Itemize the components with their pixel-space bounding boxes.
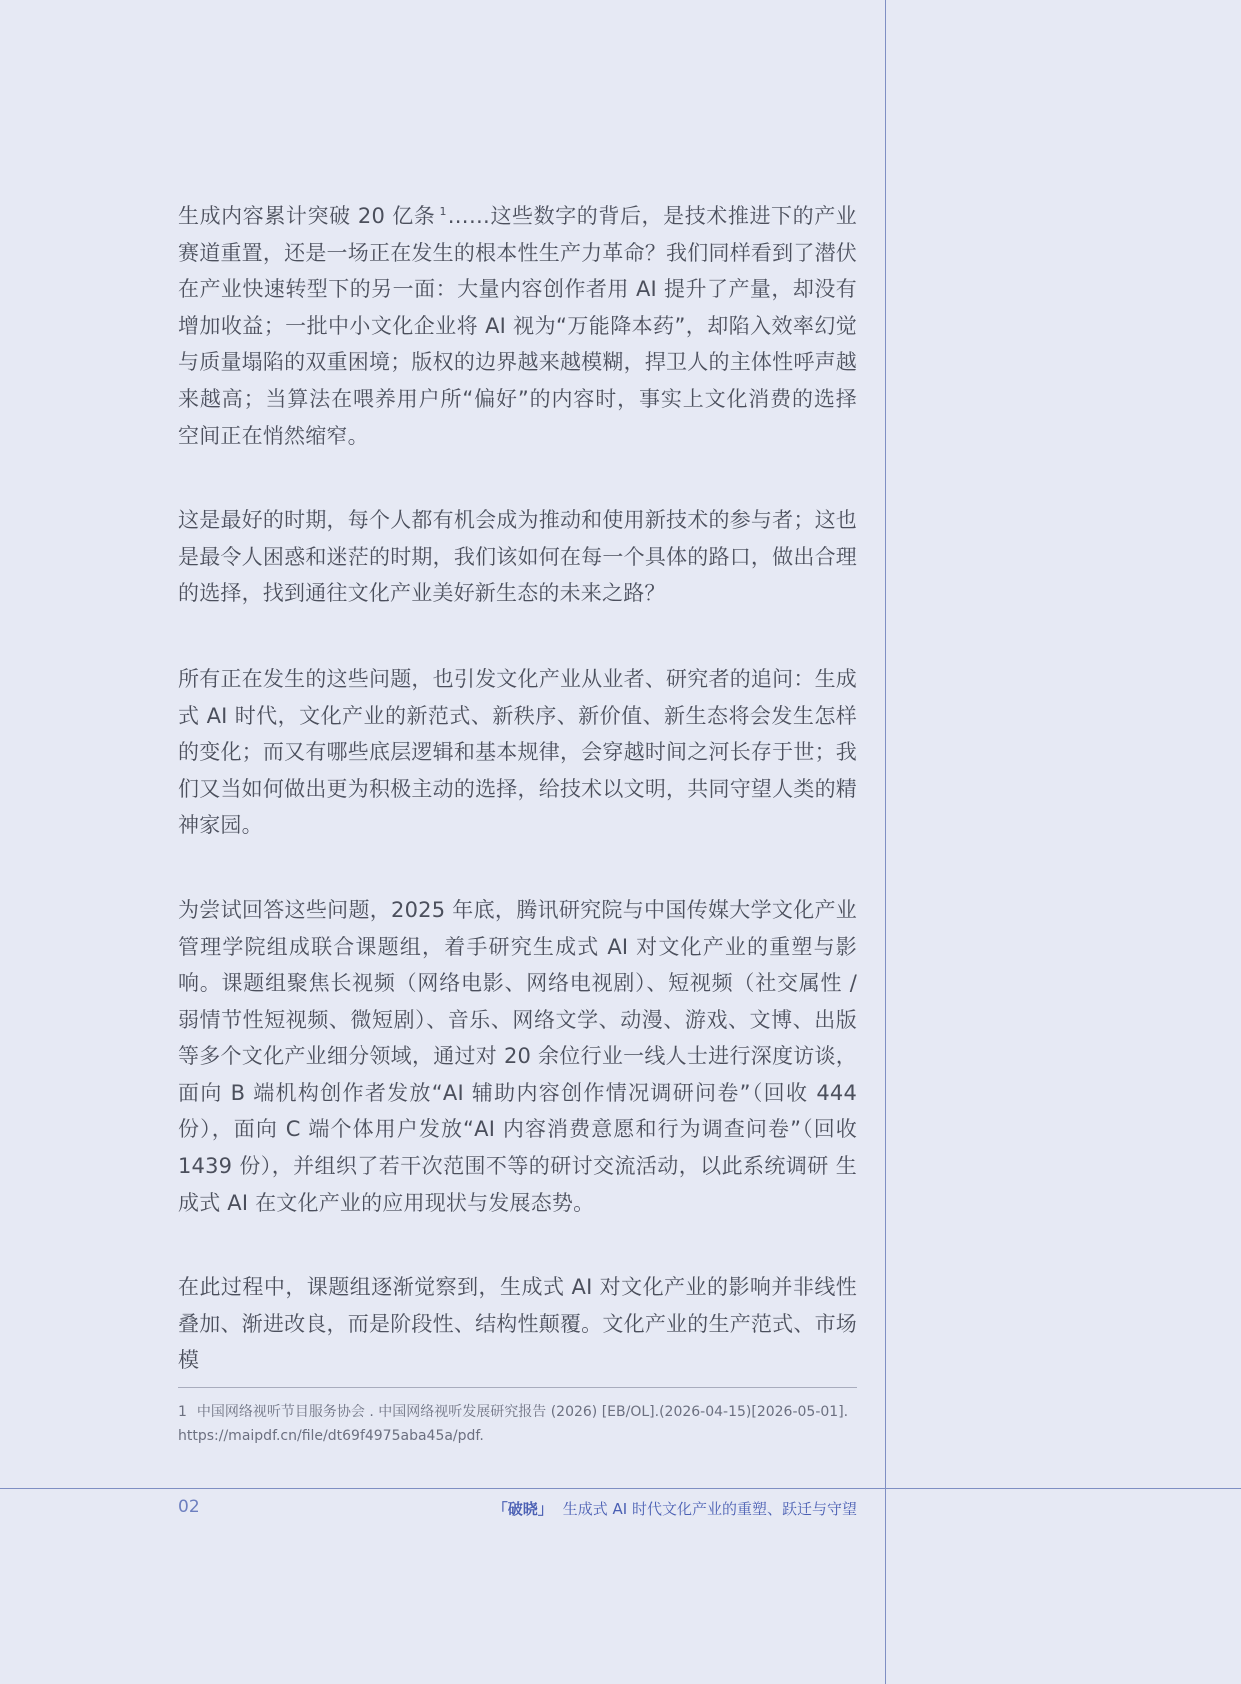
body-text (178, 198, 857, 1427)
running-head (493, 1498, 857, 1519)
paragraph-2: 这是最好的时期，每个人都有机会成为推动和使用新技术的参与者；这也是最令人困惑和迷茫的时期，我们该如何在每一个具体的路口，做出合理的选择，找到通往文化产业美好新生态的未来之路？ (178, 508, 857, 606)
footnote-line-1 (178, 1400, 857, 1424)
paragraph-4: 为尝试回答这些问题，2025 年底，腾讯研究院与中国传媒大学文化产业管理学院组成联合课题组，着手研究生成式 AI 对文化产业的重塑与影响。课题组聚焦长视频（网络电影、网络电视剧）、短视频（社交属性 / 弱情节性短视频、微短剧）、音乐、网络文学、动漫、游戏、文博、出版等多个文化产业细分领域，通过对 20 余位行业一线人士进行深度访谈，面向 B 端机构创作者发放“AI 辅助内容创作情况调研问卷”（回收 444 份），面向 C 端个体用户发放“AI 内容消费意愿和行为调查问卷”（回收 1439 份），并组织了若干次范围不等的研讨交流活动，以此系统调研 生成式 AI 在文化产业的应用现状与发展态势。 (178, 897, 857, 1215)
paragraph-1-rest: ……这些数字的背后，是技术推进下的产业赛道重置，还是一场正在发生的根本性生产力革命？我们同样看到了潜伏在产业快速转型下的另一面：大量内容创作者用 AI 提升了产量，却没有增加收益；一批中小文化企业将 AI 视为“万能降本药”，却陷入效率幻觉与质量塌陷的双重困境；版权的边界越来越模糊，捍卫人的主体性呼声越来越高；当算法在喂养用户所“偏好”的内容时，事实上文化消费的选择空间正在悄然缩窄。 (178, 204, 857, 448)
running-head-bracket: 「破晓」 (492, 1500, 553, 1518)
paragraph-1-start: 生成内容累计突破 20 亿条 (178, 204, 436, 228)
footnote-divider (178, 1387, 857, 1388)
page-number: 02 (178, 1497, 200, 1517)
horizontal-footer-line (0, 1488, 1241, 1489)
footnote-text: 中国网络视听节目服务协会 . 中国网络视听发展研究报告 (2026) [EB/OL].(2026-04-15)[2026-05-01]. (196, 1404, 849, 1420)
footnote-url[interactable]: https://maipdf.cn/file/dt69f4975aba45a/pdf. (178, 1428, 484, 1444)
vertical-divider-line (885, 0, 886, 1684)
paragraph-1 (178, 198, 857, 454)
footnote (178, 1400, 857, 1448)
running-head-title: 生成式 AI 时代文化产业的重塑、跃迁与守望 (562, 1500, 857, 1518)
paragraph-3: 所有正在发生的这些问题，也引发文化产业从业者、研究者的追问：生成式 AI 时代，文化产业的新范式、新秩序、新价值、新生态将会发生怎样的变化；而又有哪些底层逻辑和基本规律，会穿越时间之河长存于世；我们又当如何做出更为积极主动的选择，给技术以文明，共同守望人类的精神家园。 (178, 666, 857, 838)
footnote-number: 1 (178, 1404, 187, 1420)
footnote-reference[interactable]: 1 (439, 205, 447, 218)
paragraph-5: 在此过程中，课题组逐渐觉察到，生成式 AI 对文化产业的影响并非线性叠加、渐进改良，而是阶段性、结构性颠覆。文化产业的生产范式、市场模 (178, 1275, 857, 1373)
